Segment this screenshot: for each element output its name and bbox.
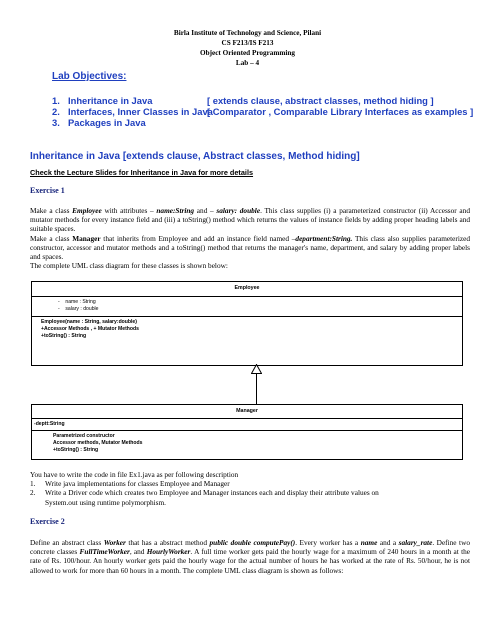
institute-name: Birla Institute of Technology and Science, Pilani [173,29,322,37]
objective-detail: [ extends clause, abstract classes, method hiding ] [207,95,434,106]
employee-class-name: Employee [234,285,260,291]
employee-paragraph: Make a class Employee with attributes – name:String and – salary: double. This class supplies (i) a parameterized constructor (ii) Accessor and mutator methods for every instance field and (iii) a toString() method which returns the values of instance fields by adding proper heading labels and suitable spaces. [30,206,470,234]
uml-divider [31,316,463,317]
objective-detail: [ Comparator , Comparable Library Interfaces as examples ] [207,106,474,117]
objective-number: 3. [52,117,60,128]
course-code: CS F213/IS F213 [221,39,274,47]
exercise-2-description: Define an abstract class Worker that has a abstract method public double computePay(). Every worker has a name and a salary_rate. Define two concrete classes FullTimeWorker, and HourlyWorker. A full time worker gets paid the hourly wage for a maximum of 240 hours in a month at the rate of Rs. 100/hour. An hourly worker gets paid the hourly wage for the actual number of hours he has worked at the rate of Rs. 50/hour, he is not allowed to work for more than 60 hours in a month. The complete UML class diagram is shown as follows: [30,538,470,575]
objective-name: Packages in Java [68,117,146,128]
subject-name: Object Oriented Programming [200,49,295,57]
section-title: Inheritance in Java [extends clause, Abstract classes, Method hiding] [30,151,360,162]
employee-attribute: - name : String [58,299,96,305]
lab-number: Lab – 4 [235,59,260,67]
inheritance-arrow-icon [251,364,262,374]
objective-name: Interfaces, Inner Classes in Java [68,106,213,117]
task-item: 1. Write java implementations for classes Employee and Manager [30,479,230,489]
objective-name: Inheritance in Java [68,95,153,106]
uml-divider [31,296,463,297]
objective-item [52,106,473,117]
exercise-1-title: Exercise 1 [30,186,65,195]
exercise-1-tasks [30,470,470,507]
employee-methods: Employee(name : String, salary:double) +Accessor Methods , + Mutator Methods +toString() : String [41,319,139,339]
objective-item [52,117,207,128]
lecture-note: Check the Lecture Slides for Inheritance in Java for more details [30,168,254,177]
exercise-1-description [30,206,470,270]
objective-item [52,95,434,106]
objective-number: 1. [52,95,60,106]
uml-intro: The complete UML class diagram for these classes is shown below: [30,261,228,271]
task-item: 2. Write a Driver code which creates two Employee and Manager instances each and display their attribute values on System.out using runtime polymorphism. [30,488,379,507]
objectives-title: Lab Objectives: [52,71,127,82]
manager-paragraph: Make a class Manager that inherits from Employee and add an instance field named –department:String. This class also supplies parameterized constructor, accessor and mutator methods and a toString() method that returns the manager's name, department, and salary by adding proper labels and spaces. [30,233,471,262]
manager-class-name: Manager [236,408,258,414]
objective-number: 2. [52,106,60,117]
uml-divider [31,418,463,419]
employee-attribute: - salary : double [58,306,99,312]
manager-attribute: -deptt:String [34,421,65,427]
tasks-intro: You have to write the code in file Ex1.java as per following description [30,470,239,479]
manager-methods: Parametrized constructor Accessor methods, Mutator Methods +toString() : String [53,433,143,453]
inheritance-line [256,372,257,404]
uml-divider [31,430,463,431]
exercise-2-title: Exercise 2 [30,517,65,526]
